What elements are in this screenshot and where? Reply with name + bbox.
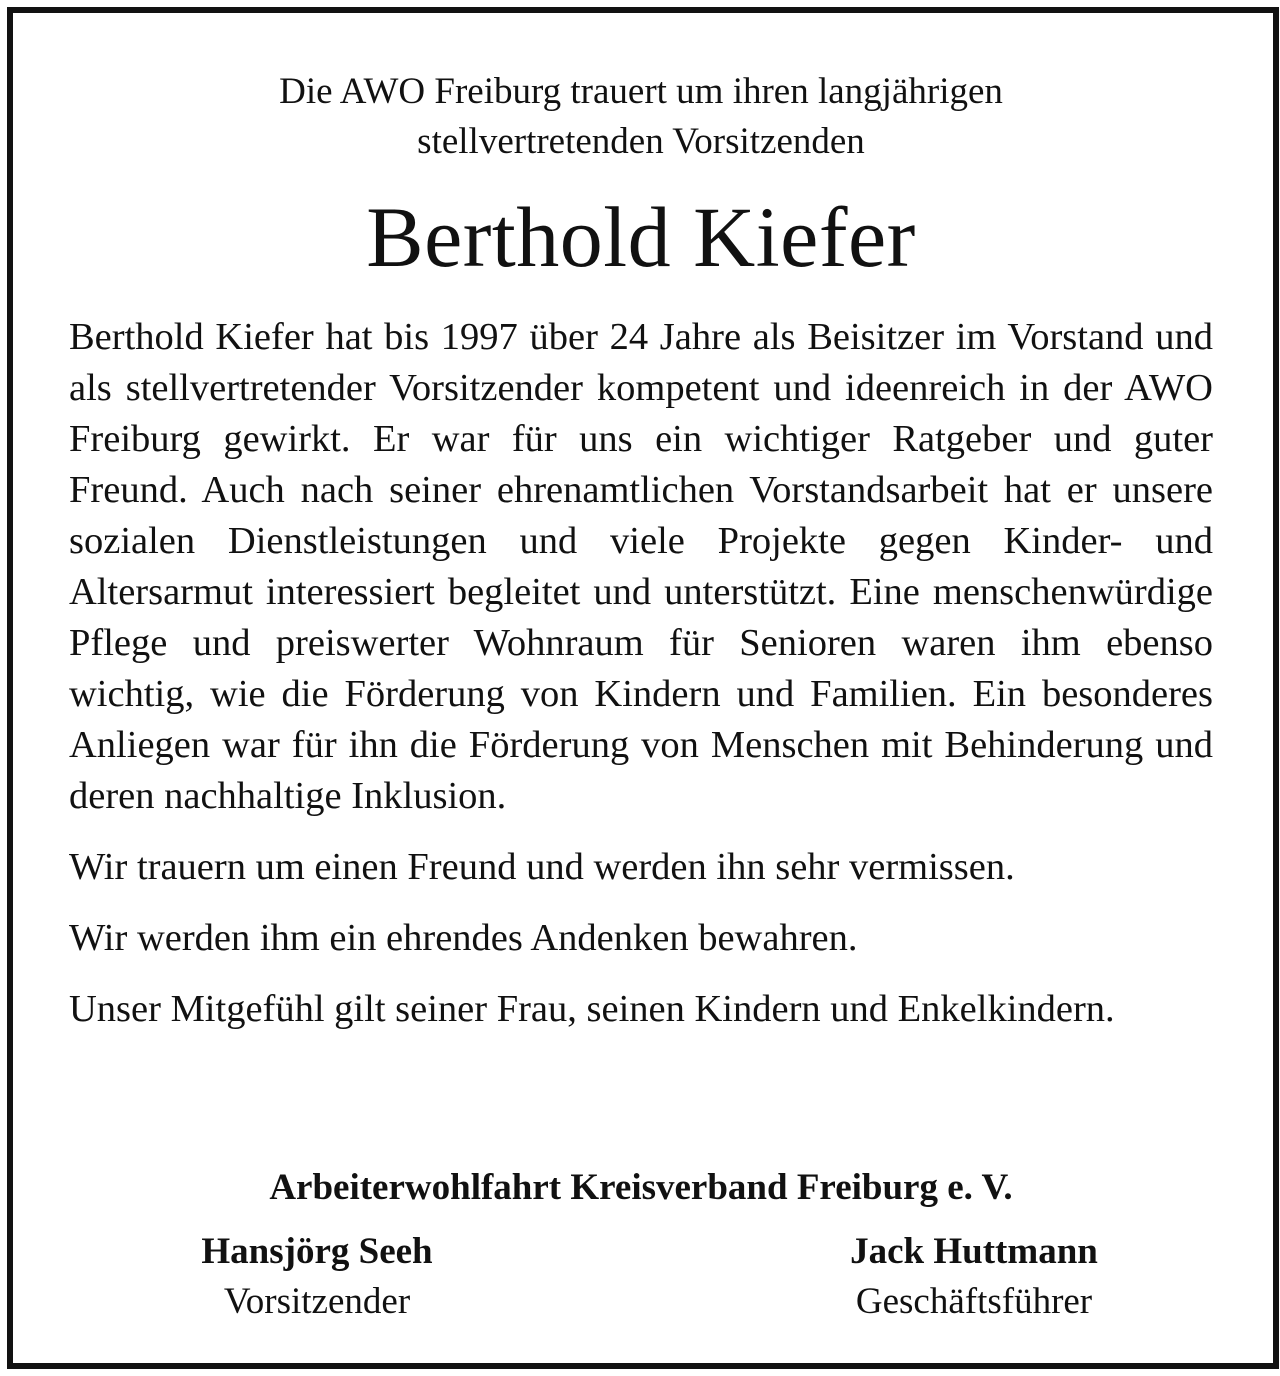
memory-sentence: Wir werden ihm ein ehrendes Andenken bewahren.: [69, 917, 858, 959]
condolence-sentence: Unser Mitgefühl gilt seiner Frau, seinen Kindern und Enkelkindern.: [69, 988, 1115, 1030]
intro-line-2: stellvertretenden Vorsitzenden: [417, 121, 865, 162]
intro-line-1: Die AWO Freiburg trauert um ihren langjährigen: [279, 71, 1003, 112]
notice-frame: [7, 7, 1279, 1369]
intro-heading: [69, 67, 1213, 167]
signatory-chair: [167, 1227, 467, 1327]
notice-body: [69, 312, 1213, 1035]
signatory-name: Hansjörg Seeh: [201, 1231, 433, 1272]
signatory-role: Vorsitzender: [223, 1281, 411, 1322]
signatory-name: Jack Huttmann: [850, 1231, 1098, 1272]
signatory-manager: [809, 1227, 1139, 1327]
organization-name: Arbeiterwohlfahrt Kreisverband Freiburg e. V.: [269, 1167, 1013, 1208]
mourning-sentence: Wir trauern um einen Freund und werden ihn sehr vermissen.: [69, 846, 1015, 888]
deceased-name: Berthold Kiefer: [366, 189, 916, 285]
signatory-role: Geschäftsführer: [855, 1281, 1093, 1322]
tribute-paragraph: Berthold Kiefer hat bis 1997 über 24 Jahre als Beisitzer im Vorstand und als stellvertretender Vorsitzender kompetent und ideenreich in der AWO Freiburg gewirkt. Er war für uns ein wichtiger Ratgeber und guter Freund. Auch nach seiner ehrenamtlichen Vorstandsarbeit hat er unsere sozialen Dienstleistungen und viele Projekte gegen Kinder- und Altersarmut interessiert begleitet und unterstützt. Eine menschenwürdige Pflege und preiswerter Wohnraum für Senioren waren ihm ebenso wichtig, wie die Förderung von Kindern und Familien. Ein besonderes Anliegen war für ihn die Förderung von Menschen mit Behinderung und deren nachhaltige Inklusion.: [69, 316, 1213, 817]
